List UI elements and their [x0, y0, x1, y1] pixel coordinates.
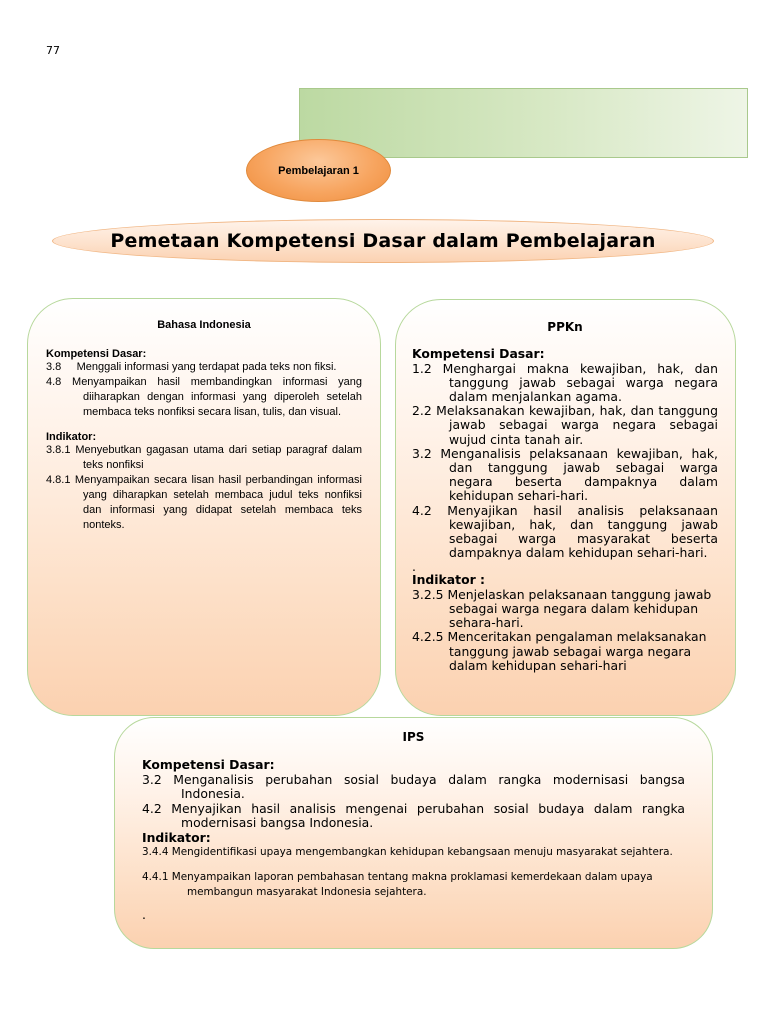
separator-dot: . [412, 559, 416, 575]
ips-card [114, 717, 713, 949]
ppkn-card [395, 299, 736, 716]
card-title: IPS [402, 730, 425, 744]
kd-item: 4.2 Menyajikan hasil analisis pelaksanaan kewajiban, hak, dan tanggung jawab sebagai warga masyarakat beserta dampaknya dalam kehidupan sehari-hari. [412, 502, 718, 561]
card-title: Bahasa Indonesia [157, 319, 251, 331]
bahasa-indonesia-card [27, 298, 381, 716]
kd-item: 3.2 Menganalisis perubahan sosial budaya dalam rangka modernisasi bangsa Indonesia. [142, 771, 685, 801]
kd-heading: Kompetensi Dasar: [412, 346, 545, 361]
kd-item: 4.8 Menyampaikan hasil membandingkan informasi yang diiharapkan dengan informasi yang diperoleh setelah membaca teks nonfiksi secara lisan, tulis, dan visual. [46, 376, 362, 418]
indikator-heading: Indikator: [142, 829, 211, 845]
indikator-item: 4.4.1 Menyampaikan laporan pembahasan tentang makna proklamasi kemerdekaan dalam upaya membangun masyarakat Indonesia sejahtera. [142, 871, 653, 898]
indikator-heading: Indikator: [46, 431, 97, 443]
kd-item: 3.8 Menggali informasi yang terdapat pada teks non fiksi. [46, 361, 337, 373]
kd-item: 3.2 Menganalisis pelaksanaan kewajiban, hak, dan tanggung jawab sebagai warga negara beserta dampaknya dalam kehidupan sehari-hari. [412, 445, 718, 504]
card-title: PPKn [547, 320, 583, 334]
page-number: 77 [46, 44, 60, 57]
indikator-item: 4.8.1 Menyampaikan secara lisan hasil perbandingan informasi yang diharapkan setelah membaca judul teks nonfiksi dan informasi yang didapat setelah membaca teks nonteks. [46, 474, 362, 531]
kd-heading: Kompetensi Dasar: [142, 757, 275, 772]
kd-item: 2.2 Melaksanakan kewajiban, hak, dan tanggung jawab sebagai warga negara sebagai wujud cinta tanah air. [412, 403, 718, 447]
indikator-heading: Indikator : [412, 572, 485, 588]
lesson-badge-label: Pembelajaran 1 [278, 164, 359, 177]
kd-item: 1.2 Menghargai makna kewajiban, hak, dan tanggung jawab sebagai warga negara dalam menjalankan agama. [412, 360, 718, 404]
title-banner [52, 219, 714, 263]
kd-item: 4.2 Menyajikan hasil analisis mengenai perubahan sosial budaya dalam rangka modernisasi bangsa Indonesia. [142, 800, 685, 830]
indikator-item: 3.8.1 Menyebutkan gagasan utama dari setiap paragraf dalam teks nonfiksi [46, 444, 362, 471]
indikator-item: 3.2.5 Menjelaskan pelaksanaan tanggung jawab sebagai warga negara dalam kehidupan sehara-hari. [412, 586, 712, 631]
indikator-item: 3.4.4 Mengidentifikasi upaya mengembangkan kehidupan kebangsaan menuju masyarakat sejahtera. [142, 846, 673, 858]
kd-heading: Kompetensi Dasar: [46, 348, 147, 360]
lesson-badge [246, 139, 391, 202]
indikator-item: 4.2.5 Menceritakan pengalaman melaksanakan tanggung jawab sebagai warga negara dalam kehidupan sehari-hari [412, 629, 707, 673]
separator-dot: . [142, 907, 146, 922]
page-title: Pemetaan Kompetensi Dasar dalam Pembelajaran [110, 230, 656, 252]
